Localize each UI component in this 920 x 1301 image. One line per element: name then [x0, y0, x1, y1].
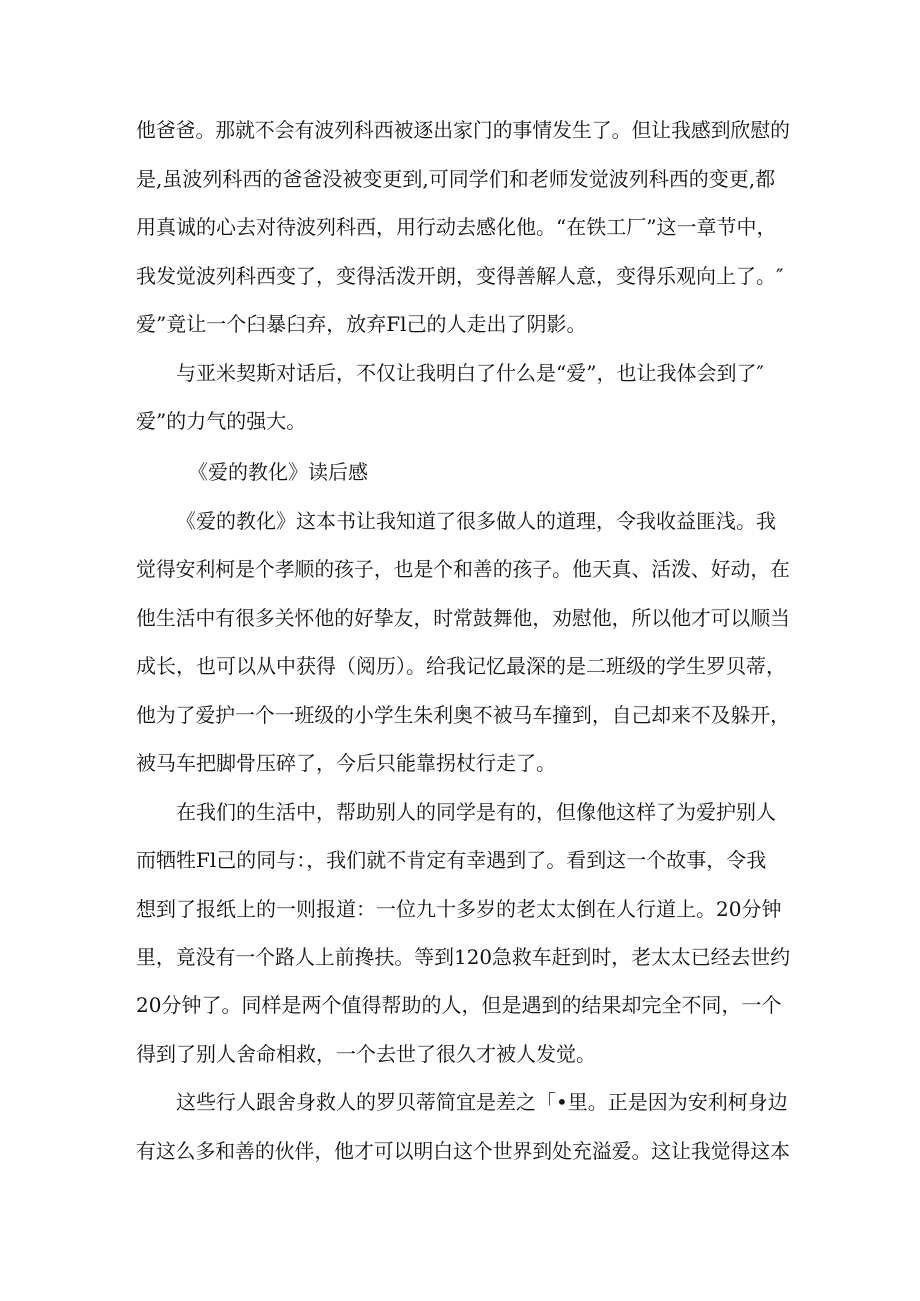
text-line: 爱”的力气的强大。 — [136, 409, 307, 433]
text-line: 在我们的生活中，帮助别人的同学是有的，但像他这样了为爱护别人 — [176, 800, 776, 824]
text-line: 而牺牲Fl己的同与：，我们就不肯定有幸遇到了。看到这一个故事，令我 — [136, 848, 767, 872]
section-title-text: 《爱的教化》读后感 — [188, 460, 368, 484]
text-line: 里，竟没有一个路人上前搀扶。等到120急救车赶到时，老太太已经去世约 — [136, 945, 791, 969]
text-line: 这些行人跟舍身救人的罗贝蒂简宜是差之「•里。正是因为安利柯身边 — [176, 1090, 788, 1114]
text-line: 爱”竟让一个臼暴臼弃，放弃Fl己的人走出了阴影。 — [136, 312, 587, 336]
text-line: 20分钟了。同样是两个值得帮助的人，但是遇到的结果却完全不同，一个 — [136, 993, 782, 1017]
text-line: 我发觉波列科西变了，变得活泼开朗，变得善解人意，变得乐观向上了。″ — [136, 264, 784, 288]
text-line: 他爸爸。那就不会有波列科西被逐出家门的事情发生了。但让我感到欣慰的 — [136, 118, 790, 142]
text-line: 觉得安利柯是个孝顺的孩子，也是个和善的孩子。他天真、活泼、好动，在 — [136, 557, 790, 581]
text-line: 被马车把脚骨压碎了，今后只能靠拐杖行走了。 — [136, 751, 556, 775]
text-line: 得到了别人舍命相救，一个去世了很久才被人发觉。 — [136, 1042, 596, 1066]
text-line: 《爱的教化》这本书让我知道了很多做人的道理，令我收益匪浅。我 — [176, 509, 776, 533]
text-line: 有这么多和善的伙伴，他才可以明白这个世界到处充溢爱。这让我觉得这本 — [136, 1139, 790, 1163]
text-line: 想到了报纸上的一则报道：一位九十多岁的老太太倒在人行道上。20分钟 — [136, 897, 782, 921]
text-line: 成长，也可以从中获得（阅历）。给我记忆最深的是二班级的学生罗贝蒂， — [136, 654, 786, 678]
text-line: 与亚米契斯对话后，不仅让我明白了什么是“爱”，也让我体会到了″ — [176, 361, 764, 385]
text-line: 他生活中有很多关怀他的好挚友，时常鼓舞他，劝慰他，所以他才可以顺当 — [136, 606, 790, 630]
text-line: 用真诚的心去对待波列科西，用行动去感化他。“在铁工厂”这一章节中， — [136, 215, 777, 239]
text-line: 是,虽波列科西的爸爸没被变更到,可同学们和老师发觉波列科西的变更,都 — [136, 167, 776, 191]
text-line: 他为了爱护一个一班级的小学生朱利奥不被马车撞到，自己却来不及躲开， — [136, 703, 790, 727]
